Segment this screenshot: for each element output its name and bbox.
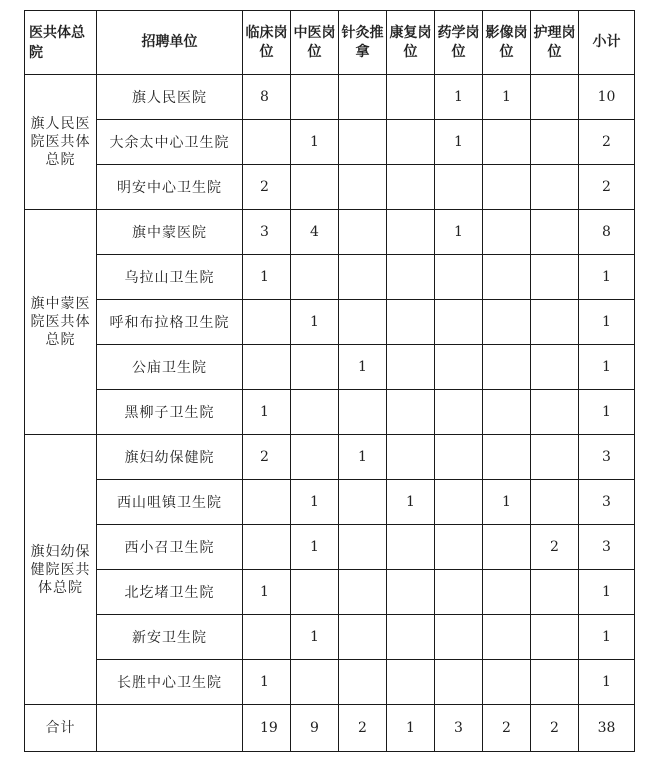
- cell-rehab: [387, 210, 435, 255]
- cell-rehab: [387, 75, 435, 120]
- unit-name: 乌拉山卫生院: [97, 255, 243, 300]
- cell-clinical: [243, 120, 291, 165]
- cell-tcm: [291, 345, 339, 390]
- cell-nursing: [531, 390, 579, 435]
- table-row: [25, 345, 635, 390]
- cell-imaging: [483, 570, 531, 615]
- cell-pharmacy: 1: [435, 120, 483, 165]
- cell-clinical: [243, 345, 291, 390]
- cell-nursing: [531, 480, 579, 525]
- header-row: [25, 11, 635, 75]
- table-row: [25, 480, 635, 525]
- cell-clinical: 2: [243, 165, 291, 210]
- cell-tcm: 1: [291, 525, 339, 570]
- unit-name: 明安中心卫生院: [97, 165, 243, 210]
- cell-acupuncture: [339, 390, 387, 435]
- cell-subtotal: 1: [579, 300, 635, 345]
- header-subtotal: 小计: [579, 11, 635, 75]
- cell-imaging: [483, 120, 531, 165]
- cell-subtotal: 1: [579, 660, 635, 705]
- cell-pharmacy: [435, 570, 483, 615]
- cell-clinical: [243, 615, 291, 660]
- cell-subtotal: 8: [579, 210, 635, 255]
- cell-subtotal: 1: [579, 345, 635, 390]
- table-body: [25, 75, 635, 752]
- cell-tcm: [291, 165, 339, 210]
- cell-nursing: [531, 345, 579, 390]
- cell-nursing: [531, 210, 579, 255]
- cell-subtotal: 2: [579, 120, 635, 165]
- cell-acupuncture: [339, 615, 387, 660]
- table-row: [25, 615, 635, 660]
- cell-subtotal: 1: [579, 255, 635, 300]
- header-rehab: 康复岗位: [387, 11, 435, 75]
- unit-name: 西小召卫生院: [97, 525, 243, 570]
- cell-rehab: [387, 120, 435, 165]
- cell-pharmacy: [435, 390, 483, 435]
- cell-tcm: 1: [291, 480, 339, 525]
- header-tcm: 中医岗位: [291, 11, 339, 75]
- cell-nursing: [531, 165, 579, 210]
- cell-pharmacy: [435, 660, 483, 705]
- cell-rehab: [387, 165, 435, 210]
- header-nursing: 护理岗位: [531, 11, 579, 75]
- cell-imaging: [483, 345, 531, 390]
- cell-imaging: 1: [483, 75, 531, 120]
- unit-name: 新安卫生院: [97, 615, 243, 660]
- cell-acupuncture: [339, 75, 387, 120]
- cell-subtotal: 2: [579, 165, 635, 210]
- cell-acupuncture: [339, 255, 387, 300]
- cell-subtotal: 1: [579, 615, 635, 660]
- cell-tcm: [291, 255, 339, 300]
- cell-clinical: 8: [243, 75, 291, 120]
- cell-acupuncture: [339, 300, 387, 345]
- cell-tcm: [291, 570, 339, 615]
- cell-imaging: [483, 660, 531, 705]
- cell-pharmacy: [435, 435, 483, 480]
- cell-pharmacy: [435, 300, 483, 345]
- cell-pharmacy: [435, 615, 483, 660]
- cell-rehab: [387, 615, 435, 660]
- cell-subtotal: 1: [579, 390, 635, 435]
- cell-rehab: [387, 660, 435, 705]
- cell-imaging: [483, 300, 531, 345]
- cell-nursing: [531, 435, 579, 480]
- cell-nursing: [531, 75, 579, 120]
- table-row: [25, 660, 635, 705]
- unit-name: 旗中蒙医院: [97, 210, 243, 255]
- group-name: 旗中蒙医院医共体总院: [25, 210, 97, 435]
- cell-acupuncture: [339, 165, 387, 210]
- header-group: 医共体总院: [25, 11, 97, 75]
- cell-pharmacy: [435, 525, 483, 570]
- cell-clinical: 2: [243, 435, 291, 480]
- cell-clinical: [243, 480, 291, 525]
- cell-clinical: 3: [243, 210, 291, 255]
- cell-pharmacy: 1: [435, 75, 483, 120]
- cell-imaging: [483, 165, 531, 210]
- cell-rehab: [387, 345, 435, 390]
- cell-nursing: [531, 255, 579, 300]
- cell-rehab: [387, 300, 435, 345]
- cell-clinical: 1: [243, 255, 291, 300]
- cell-nursing: 2: [531, 525, 579, 570]
- cell-pharmacy: [435, 165, 483, 210]
- cell-imaging: [483, 210, 531, 255]
- total-rehab: 1: [387, 705, 435, 752]
- cell-subtotal: 10: [579, 75, 635, 120]
- cell-imaging: [483, 615, 531, 660]
- cell-acupuncture: [339, 480, 387, 525]
- cell-acupuncture: 1: [339, 435, 387, 480]
- table-row: [25, 75, 635, 120]
- cell-subtotal: 1: [579, 570, 635, 615]
- table-row: [25, 525, 635, 570]
- cell-clinical: [243, 300, 291, 345]
- unit-name: 大余太中心卫生院: [97, 120, 243, 165]
- cell-pharmacy: [435, 480, 483, 525]
- unit-name: 西山咀镇卫生院: [97, 480, 243, 525]
- cell-tcm: 4: [291, 210, 339, 255]
- cell-tcm: 1: [291, 615, 339, 660]
- unit-name: 北圪堵卫生院: [97, 570, 243, 615]
- cell-rehab: [387, 390, 435, 435]
- cell-rehab: [387, 255, 435, 300]
- cell-tcm: [291, 660, 339, 705]
- cell-nursing: [531, 615, 579, 660]
- total-label: 合计: [25, 705, 97, 752]
- cell-pharmacy: 1: [435, 210, 483, 255]
- total-tcm: 9: [291, 705, 339, 752]
- table-row: [25, 165, 635, 210]
- cell-acupuncture: 1: [339, 345, 387, 390]
- total-subtotal: 38: [579, 705, 635, 752]
- cell-rehab: [387, 525, 435, 570]
- cell-nursing: [531, 660, 579, 705]
- cell-imaging: 1: [483, 480, 531, 525]
- table-row: [25, 120, 635, 165]
- cell-rehab: [387, 435, 435, 480]
- cell-tcm: [291, 435, 339, 480]
- cell-clinical: 1: [243, 570, 291, 615]
- table-row: [25, 435, 635, 480]
- table-row: [25, 300, 635, 345]
- cell-acupuncture: [339, 660, 387, 705]
- cell-pharmacy: [435, 345, 483, 390]
- unit-name: 黑柳子卫生院: [97, 390, 243, 435]
- cell-rehab: [387, 570, 435, 615]
- group-name: 旗人民医院医共体总院: [25, 75, 97, 210]
- total-unit: [97, 705, 243, 752]
- header-acupuncture: 针灸推拿: [339, 11, 387, 75]
- cell-imaging: [483, 525, 531, 570]
- header-clinical: 临床岗位: [243, 11, 291, 75]
- table-row: [25, 390, 635, 435]
- cell-acupuncture: [339, 525, 387, 570]
- unit-name: 旗人民医院: [97, 75, 243, 120]
- total-clinical: 19: [243, 705, 291, 752]
- unit-name: 长胜中心卫生院: [97, 660, 243, 705]
- cell-rehab: 1: [387, 480, 435, 525]
- cell-clinical: 1: [243, 390, 291, 435]
- unit-name: 呼和布拉格卫生院: [97, 300, 243, 345]
- cell-acupuncture: [339, 120, 387, 165]
- table-row: [25, 570, 635, 615]
- cell-subtotal: 3: [579, 480, 635, 525]
- total-pharmacy: 3: [435, 705, 483, 752]
- group-name: 旗妇幼保健院医共体总院: [25, 435, 97, 705]
- cell-pharmacy: [435, 255, 483, 300]
- unit-name: 旗妇幼保健院: [97, 435, 243, 480]
- cell-imaging: [483, 435, 531, 480]
- cell-nursing: [531, 570, 579, 615]
- cell-subtotal: 3: [579, 435, 635, 480]
- cell-nursing: [531, 300, 579, 345]
- unit-name: 公庙卫生院: [97, 345, 243, 390]
- cell-clinical: 1: [243, 660, 291, 705]
- cell-acupuncture: [339, 210, 387, 255]
- cell-nursing: [531, 120, 579, 165]
- total-imaging: 2: [483, 705, 531, 752]
- table-row: [25, 255, 635, 300]
- cell-subtotal: 3: [579, 525, 635, 570]
- table-row: [25, 210, 635, 255]
- cell-imaging: [483, 255, 531, 300]
- total-row: [25, 705, 635, 752]
- cell-tcm: 1: [291, 120, 339, 165]
- total-acupuncture: 2: [339, 705, 387, 752]
- header-unit: 招聘单位: [97, 11, 243, 75]
- header-imaging: 影像岗位: [483, 11, 531, 75]
- cell-tcm: 1: [291, 300, 339, 345]
- total-nursing: 2: [531, 705, 579, 752]
- header-pharmacy: 药学岗位: [435, 11, 483, 75]
- cell-clinical: [243, 525, 291, 570]
- cell-acupuncture: [339, 570, 387, 615]
- cell-imaging: [483, 390, 531, 435]
- cell-tcm: [291, 390, 339, 435]
- recruitment-table: [24, 10, 635, 752]
- cell-tcm: [291, 75, 339, 120]
